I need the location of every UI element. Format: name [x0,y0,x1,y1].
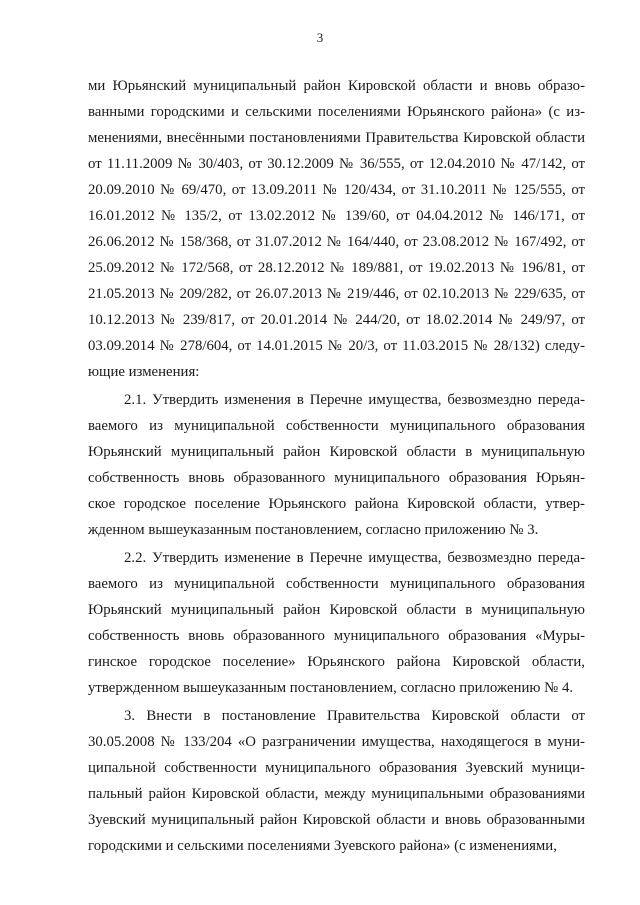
text-line: 03.09.2014 № 278/604, от 14.01.2015 № 20/3, от 11.03.2015 № 28/132) следу- [88,338,585,354]
paragraph [88,703,585,859]
paragraph [88,73,585,385]
text-line: городскими и сельскими поселениями Зуевского района» (с изменениями, [88,838,557,854]
text-line: ющие изменения: [88,364,200,380]
text-line: Юрьянский муниципальный район Кировской области в муниципальную [88,602,585,618]
text-line: менениями, внесёнными постановлениями Правительства Кировской области [88,130,585,146]
text-line: собственность вновь образованного муниципального образования Юрьян- [88,470,585,486]
text-line: 21.05.2013 № 209/282, от 26.07.2013 № 219/446, от 02.10.2013 № 229/635, от [88,286,585,302]
text-line: от 11.11.2009 № 30/403, от 30.12.2009 № 36/555, от 12.04.2010 № 47/142, от [88,156,585,172]
text-line: 25.09.2012 № 172/568, от 28.12.2012 № 189/881, от 19.02.2013 № 196/81, от [88,260,585,276]
text-line: 26.06.2012 № 158/368, от 31.07.2012 № 164/440, от 23.08.2012 № 167/492, от [88,234,585,250]
text-line: 2.2. Утвердить изменение в Перечне имущества, безвозмездно переда- [124,550,585,566]
text-line: ваемого из муниципальной собственности муниципального образования [88,418,585,434]
text-line: ципальной собственности муниципального образования Зуевский муници- [88,760,585,776]
text-line: собственность вновь образованного муниципального образования «Муры- [88,628,585,644]
text-line: ское городское поселение Юрьянского района Кировской области, утвер- [88,496,585,512]
text-line: ми Юрьянский муниципальный район Кировской области и вновь образо- [88,78,585,94]
text-line: 10.12.2013 № 239/817, от 20.01.2014 № 244/20, от 18.02.2014 № 249/97, от [88,312,585,328]
page-number: 3 [316,30,324,45]
document-body [88,73,585,859]
text-line: гинское городское поселение» Юрьянского района Кировской области, [88,654,585,670]
text-line: пальный район Кировской области, между муниципальными образованиями [88,786,585,802]
text-line: 3. Внести в постановление Правительства Кировской области от [124,708,585,724]
text-line: 20.09.2010 № 69/470, от 13.09.2011 № 120/434, от 31.10.2011 № 125/555, от [88,182,585,198]
text-line: ванными городскими и сельскими поселениями Юрьянского района» (с из- [88,104,585,120]
paragraph [88,387,585,543]
text-line: 2.1. Утвердить изменения в Перечне имущества, безвозмездно переда- [124,392,585,408]
text-line: 16.01.2012 № 135/2, от 13.02.2012 № 139/60, от 04.04.2012 № 146/171, от [88,208,585,224]
paragraph [88,545,585,701]
text-line: утвержденном вышеуказанным постановлением, согласно приложению № 4. [88,680,574,696]
text-line: Юрьянский муниципальный район Кировской области в муниципальную [88,444,585,460]
text-line: 30.05.2008 № 133/204 «О разграничении имущества, находящегося в муни- [88,734,585,750]
text-line: ваемого из муниципальной собственности муниципального образования [88,576,585,592]
text-line: Зуевский муниципальный район Кировской области и вновь образованными [88,812,585,828]
text-line: жденном вышеуказанным постановлением, согласно приложению № 3. [88,522,539,538]
